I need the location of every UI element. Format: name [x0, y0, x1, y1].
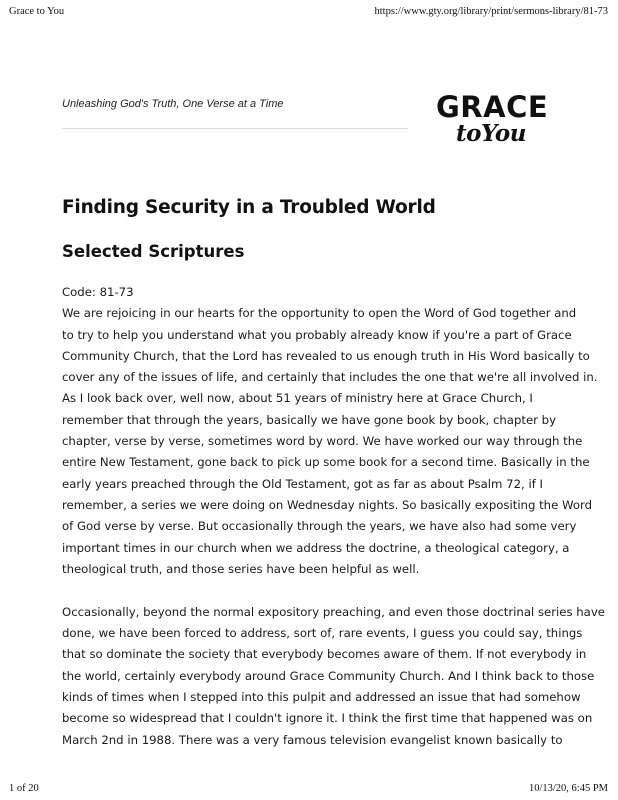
paragraph-line: March 2nd in 1988. There was a very famous television evangelist known basically to [62, 732, 563, 747]
paragraph-line: that so dominate the society that everybody becomes aware of them. If not everybody in [62, 647, 587, 662]
paragraph-line: As I look back over, well now, about 51 years of ministry here at Grace Church, I [62, 391, 533, 406]
paragraph-line: to try to help you understand what you probably already know if you're a part of Grace [62, 327, 572, 342]
paragraph-line: chapter, verse by verse, sometimes word by word. We have worked our way through the [62, 434, 583, 449]
sermon-subtitle: Selected Scriptures [62, 242, 245, 261]
sermon-title: Finding Security in a Troubled World [62, 197, 436, 218]
paragraph-line: done, we have been forced to address, sort of, rare events, I guess you could say, things [62, 626, 583, 641]
paragraph-line: the world, certainly everybody around Grace Community Church. And I think back to those [62, 668, 595, 683]
paragraph-spacer [62, 580, 562, 602]
paragraph-line: of God verse by verse. But occasionally through the years, we have also had some very [62, 519, 577, 534]
paragraph-line: cover any of the issues of life, and certainly that includes the one that we're all involved in. [62, 370, 598, 385]
print-footer-page-number: 1 of 20 [9, 783, 39, 794]
paragraph-2 [62, 602, 605, 751]
paragraph-line: We are rejoicing in our hearts for the opportunity to open the Word of God together and [62, 306, 577, 321]
paragraph-line: theological truth, and those series have been helpful as well. [62, 561, 420, 576]
paragraph-line: entire New Testament, gone back to pick up some book for a second time. Basically in the [62, 455, 590, 470]
logo-line-1: GRACE [436, 90, 549, 124]
paragraph-line: remember, a series we were doing on Wednesday nights. So basically expositing the Word [62, 497, 593, 512]
tagline: Unleashing God's Truth, One Verse at a Time [62, 98, 284, 110]
grace-to-you-logo [436, 92, 560, 156]
logo-line-2: toYou [456, 120, 526, 147]
paragraph-line: early years preached through the Old Testament, got as far as about Psalm 72, if I [62, 476, 543, 491]
paragraph-line: kinds of times when I stepped into this pulpit and addressed an issue that had somehow [62, 689, 581, 704]
paragraph-line: remember that through the years, basically we have gone book by book, chapter by [62, 412, 556, 427]
paragraph-line: Occasionally, beyond the normal expository preaching, and even those doctrinal series have [62, 604, 605, 619]
print-header-site-name: Grace to You [9, 6, 65, 17]
print-footer-datetime: 10/13/20, 6:45 PM [528, 783, 608, 794]
print-header-url: https://www.gty.org/library/print/sermons-library/81-73 [374, 6, 608, 17]
paragraph-line: become so widespread that I couldn't ignore it. I think the first time that happened was on [62, 711, 593, 726]
sermon-code: Code: 81-73 [62, 285, 134, 299]
paragraph-line: Community Church, that the Lord has revealed to us enough truth in His Word basically to [62, 348, 590, 363]
tagline-divider [62, 128, 408, 129]
paragraph-1 [62, 303, 598, 580]
paragraph-line: important times in our church when we address the doctrine, a theological category, a [62, 540, 570, 555]
sermon-body [62, 282, 605, 751]
